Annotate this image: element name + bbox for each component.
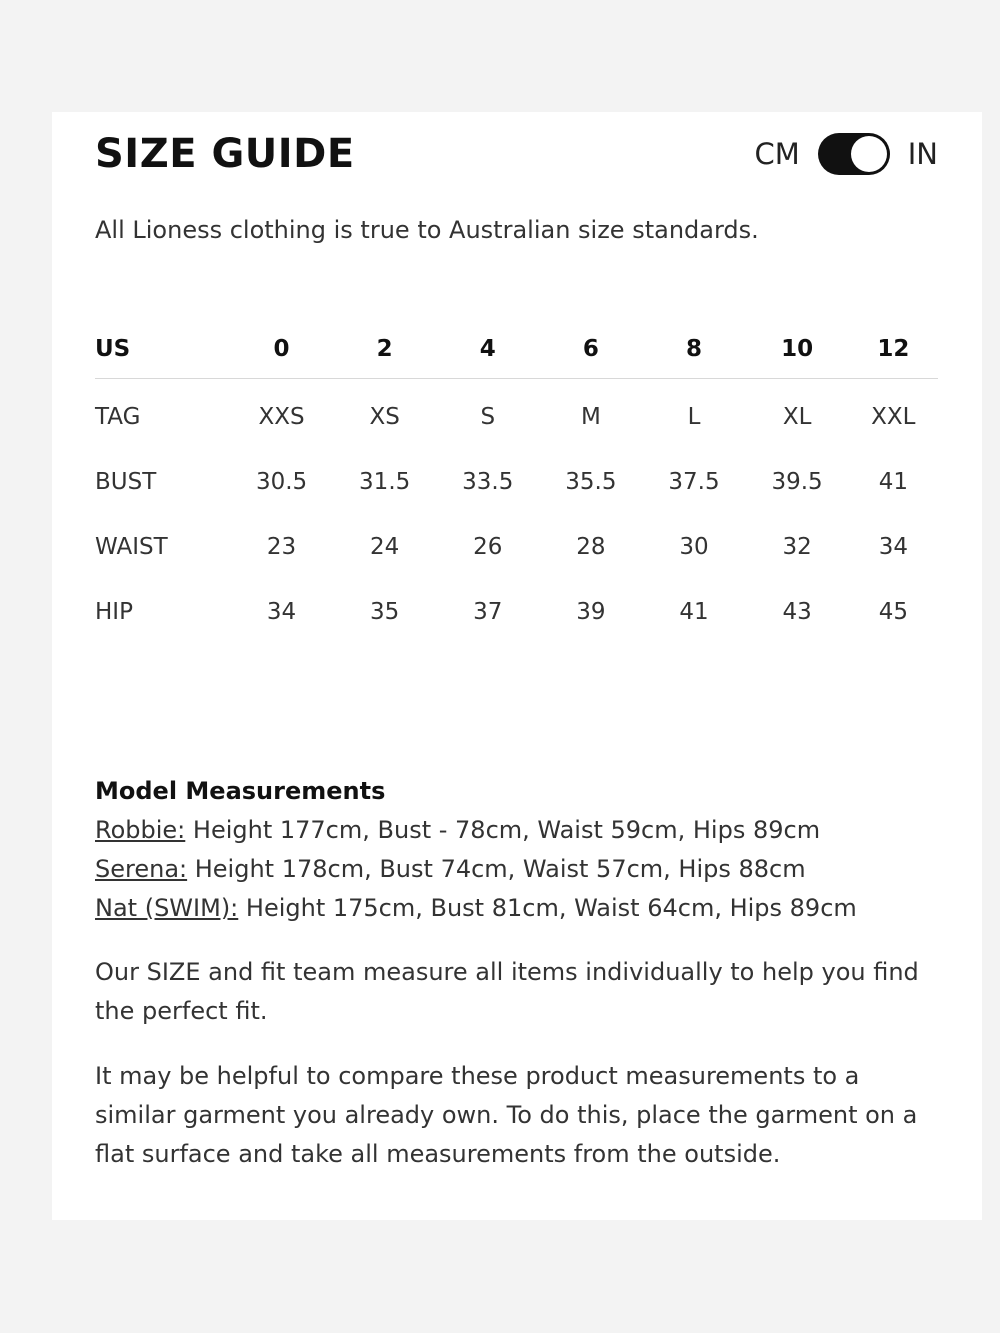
table-row-waist <box>95 514 938 579</box>
table-cell: 26 <box>473 533 503 560</box>
table-header-cell: 4 <box>436 320 539 379</box>
table-cell: 34 <box>878 533 908 560</box>
table-cell: 41 <box>679 598 709 625</box>
model-line-serena <box>95 850 945 889</box>
table-cell: 34 <box>266 598 297 625</box>
table-header-cell: 12 <box>849 320 938 379</box>
table-header-cell: 6 <box>539 320 642 379</box>
table-cell: 41 <box>878 468 908 495</box>
row-label: HIP <box>95 598 133 625</box>
table-cell: M <box>580 403 601 430</box>
model-name: Robbie: <box>95 816 186 844</box>
unit-switch[interactable] <box>818 133 890 175</box>
model-measurements-heading: Model Measurements <box>95 777 386 805</box>
compare-paragraph: It may be helpful to compare these product measurements to a similar garment you already own. To do this, place the garment on a flat surface and take all measurements from the outside. <box>95 1062 918 1168</box>
unit-label-cm[interactable]: CM <box>754 137 800 171</box>
model-details: Height 178cm, Bust 74cm, Waist 57cm, Hips 88cm <box>187 855 806 883</box>
table-header-cell: US <box>95 320 230 379</box>
table-cell: 30 <box>679 533 709 560</box>
table-header-cell: 0 <box>230 320 333 379</box>
table-header-cell: 10 <box>746 320 849 379</box>
table-row-tag <box>95 379 938 450</box>
model-name: Nat (SWIM): <box>95 894 239 922</box>
table-cell: 24 <box>370 533 400 560</box>
model-measurements <box>95 772 945 928</box>
model-details: Height 175cm, Bust 81cm, Waist 64cm, Hips 89cm <box>238 894 857 922</box>
table-row-bust <box>95 449 938 514</box>
model-name: Serena: <box>95 855 188 883</box>
table-cell: XS <box>369 403 400 430</box>
table-header-cell: 8 <box>642 320 745 379</box>
model-details: Height 177cm, Bust - 78cm, Waist 59cm, Hips 89cm <box>185 816 821 844</box>
size-table <box>95 320 938 644</box>
table-cell: 30.5 <box>255 468 308 495</box>
table-cell: 31.5 <box>359 468 411 495</box>
row-label: BUST <box>95 468 157 495</box>
table-cell: 33.5 <box>462 468 514 495</box>
table-cell: 35 <box>370 598 400 625</box>
unit-toggle[interactable] <box>754 132 938 176</box>
row-label: TAG <box>95 403 141 430</box>
fit-team-paragraph: Our SIZE and fit team measure all items individually to help you find the perfect fit. <box>95 958 919 1025</box>
table-cell: 35.5 <box>565 468 617 495</box>
table-cell: 39.5 <box>771 468 823 495</box>
size-guide-card <box>52 112 982 1220</box>
model-line-nat <box>95 889 945 928</box>
table-cell: 37.5 <box>668 468 720 495</box>
table-cell: 43 <box>782 598 812 625</box>
table-cell: XXL <box>871 403 916 430</box>
table-cell: L <box>687 403 701 430</box>
table-cell: 23 <box>266 533 297 560</box>
table-cell: 45 <box>878 598 908 625</box>
page-title: SIZE GUIDE <box>95 131 355 177</box>
table-row-hip <box>95 579 938 644</box>
table-cell: 39 <box>576 598 606 625</box>
table-cell: 28 <box>576 533 606 560</box>
table-cell: XXS <box>258 403 305 430</box>
switch-knob <box>851 136 887 172</box>
row-label: WAIST <box>95 533 168 560</box>
table-header-cell: 2 <box>333 320 436 379</box>
table-header-row <box>95 320 938 379</box>
table-cell: XL <box>782 403 812 430</box>
intro-text: All Lioness clothing is true to Australian size standards. <box>95 216 759 244</box>
table-cell: 37 <box>473 598 503 625</box>
model-line-robbie <box>95 811 945 850</box>
table-cell: S <box>480 403 496 430</box>
unit-label-in[interactable]: IN <box>907 137 938 171</box>
size-guide-header <box>95 130 938 178</box>
table-cell: 32 <box>782 533 812 560</box>
